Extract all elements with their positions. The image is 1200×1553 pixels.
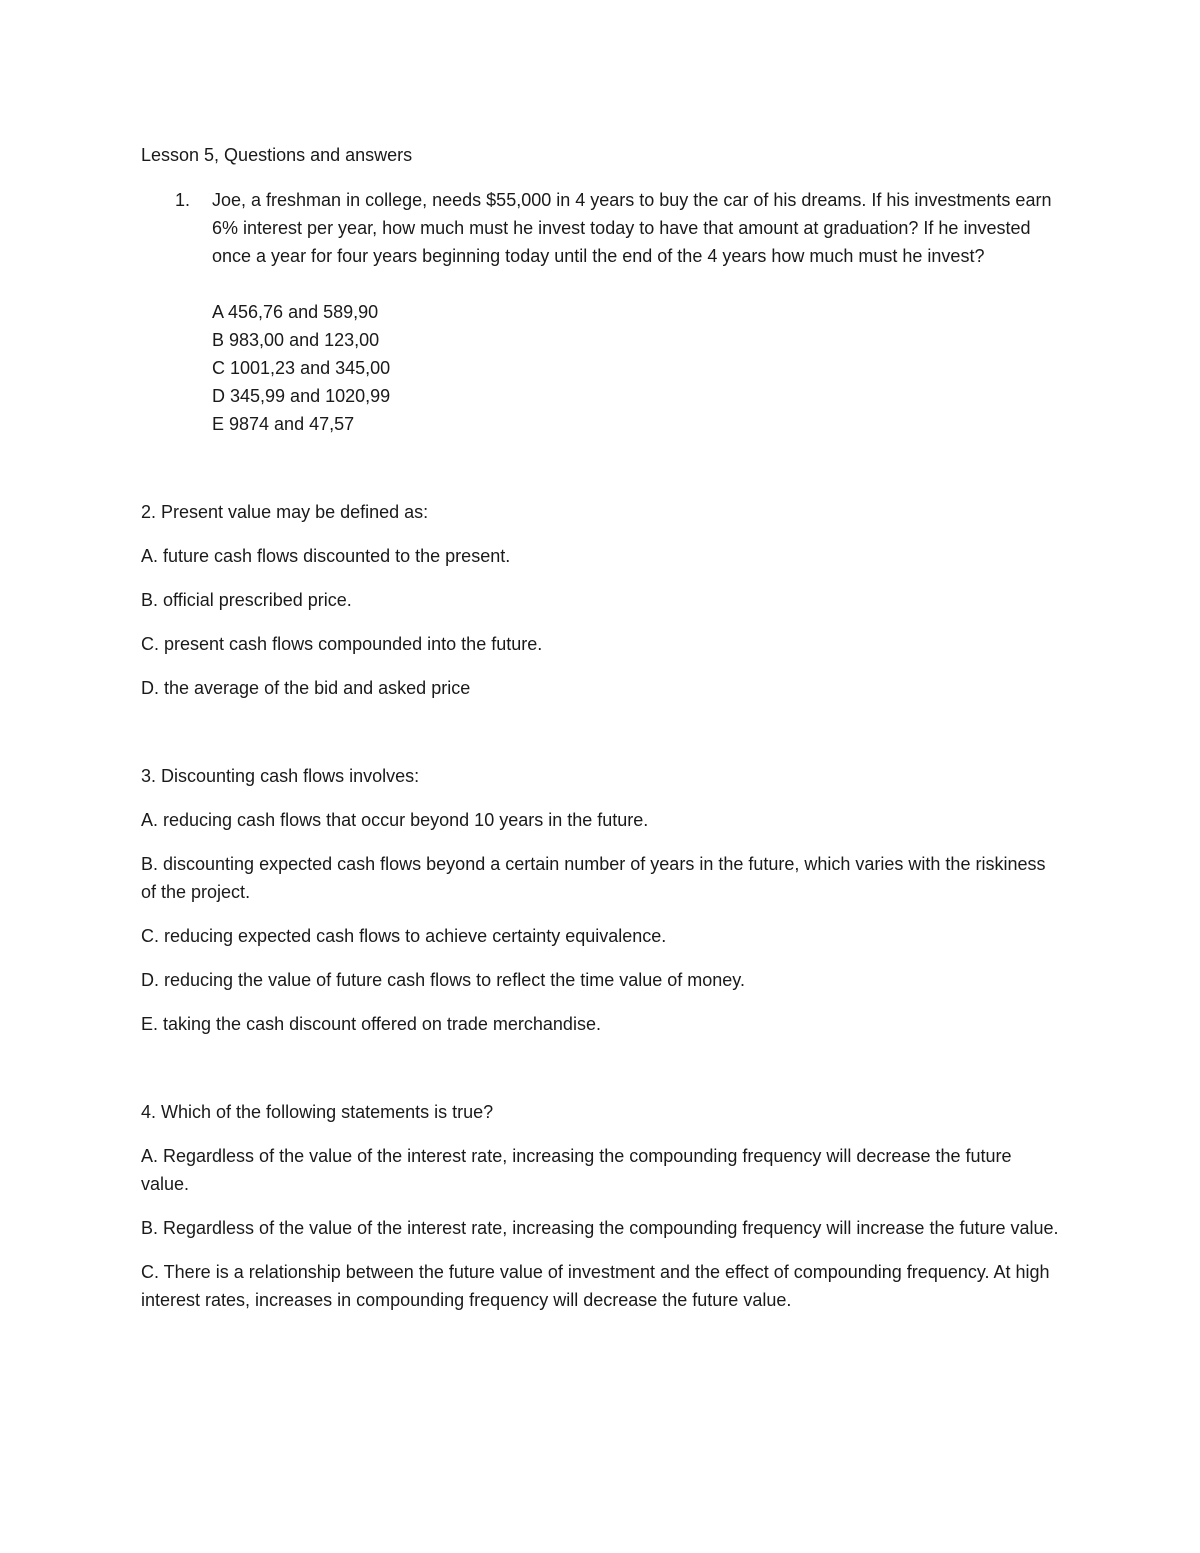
question-2-text: 2. Present value may be defined as: <box>141 502 429 522</box>
spacer <box>141 1054 1061 1098</box>
question-3 <box>141 762 1061 1038</box>
question-1-body <box>212 186 1061 438</box>
question-2-option-a: A. future cash flows discounted to the present. <box>141 546 511 566</box>
question-3-option-b: B. discounting expected cash flows beyond a certain number of years in the future, which varies with the riskiness of the project. <box>141 854 1046 902</box>
question-1-option-c: C 1001,23 and 345,00 <box>212 358 391 378</box>
question-1-options <box>212 298 1061 438</box>
question-1-option-b: B 983,00 and 123,00 <box>212 330 380 350</box>
document-title: Lesson 5, Questions and answers <box>141 145 413 165</box>
question-2-option-c: C. present cash flows compounded into the future. <box>141 634 543 654</box>
question-2-option-d: D. the average of the bid and asked price <box>141 678 471 698</box>
spacer <box>141 438 1061 498</box>
document-page <box>141 141 1061 1330</box>
question-1-option-a: A 456,76 and 589,90 <box>212 302 379 322</box>
question-1-text: Joe, a freshman in college, needs $55,000 in 4 years to buy the car of his dreams. If his investments earn 6% interest per year, how much must he invest today to have that amount at graduation? If he invested once a year for four years beginning today until the end of the 4 years how much must he invest? <box>212 190 1052 266</box>
question-1 <box>141 186 1061 438</box>
question-4-text: 4. Which of the following statements is true? <box>141 1102 494 1122</box>
question-2 <box>141 498 1061 702</box>
question-4 <box>141 1098 1061 1314</box>
question-1-number: 1. <box>175 190 191 210</box>
question-3-option-d: D. reducing the value of future cash flows to reflect the time value of money. <box>141 970 745 990</box>
question-3-option-a: A. reducing cash flows that occur beyond 10 years in the future. <box>141 810 649 830</box>
spacer <box>141 718 1061 762</box>
question-2-option-b: B. official prescribed price. <box>141 590 352 610</box>
question-3-text: 3. Discounting cash flows involves: <box>141 766 420 786</box>
question-4-option-c: C. There is a relationship between the future value of investment and the effect of compounding frequency. At high interest rates, increases in compounding frequency will decrease the future value. <box>141 1262 1050 1310</box>
question-1-option-e: E 9874 and 47,57 <box>212 414 355 434</box>
question-4-option-b: B. Regardless of the value of the interest rate, increasing the compounding frequency will increase the future value. <box>141 1218 1059 1238</box>
question-1-option-d: D 345,99 and 1020,99 <box>212 386 391 406</box>
question-3-option-e: E. taking the cash discount offered on trade merchandise. <box>141 1014 601 1034</box>
question-3-option-c: C. reducing expected cash flows to achieve certainty equivalence. <box>141 926 667 946</box>
question-4-option-a: A. Regardless of the value of the interest rate, increasing the compounding frequency will decrease the future value. <box>141 1146 1012 1194</box>
